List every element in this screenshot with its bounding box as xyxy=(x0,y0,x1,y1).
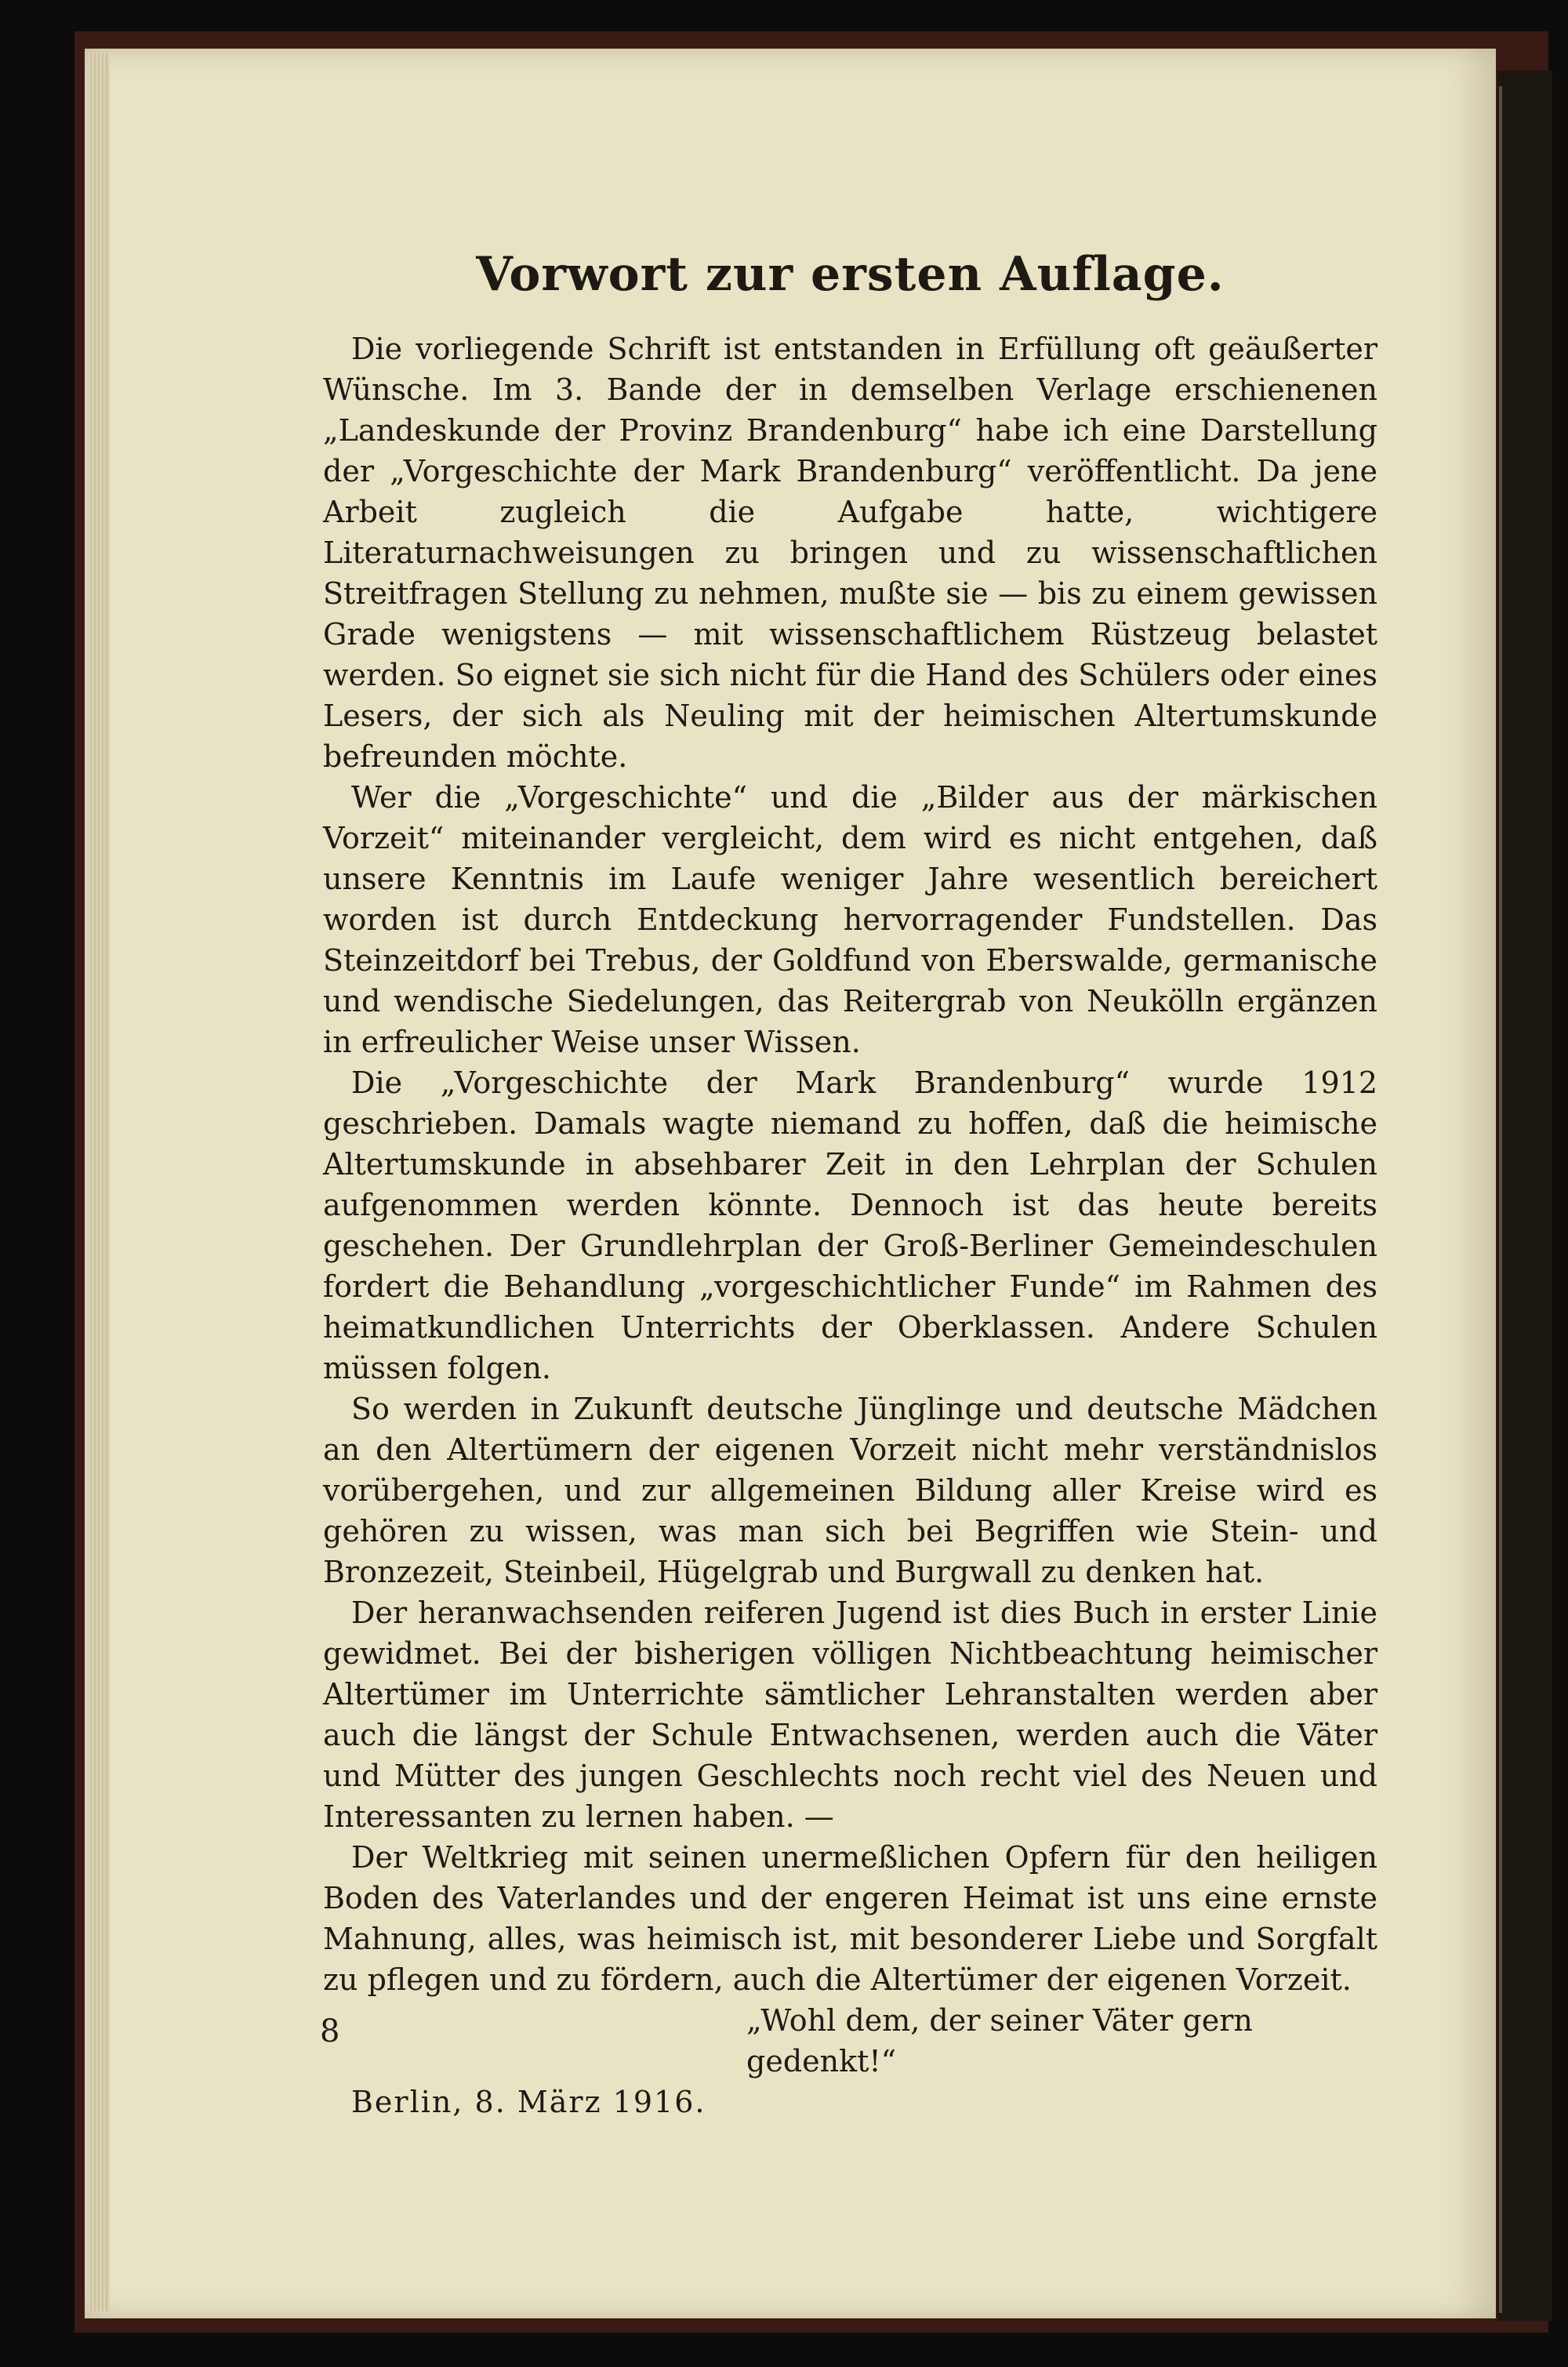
page-content xyxy=(323,247,1377,2122)
page-stack-edge xyxy=(88,53,110,2311)
page-number: 8 xyxy=(320,2013,340,2049)
page-title: Vorwort zur ersten Auflage. xyxy=(476,247,1225,302)
place-date-signature: Berlin, 8. März 1916. xyxy=(351,2085,706,2119)
paragraph-4: So werden in Zukunft deutsche Jünglinge und deutsche Mädchen an den Altertümern der eigenen Vorzeit nicht mehr verständnislos vorübergehen, und zur allgemeinen Bildung aller Kreise wird es gehören zu wissen, was man sich bei Begriffen wie Stein- und Bronzezeit, Steinbeil, Hügelgrab und Burgwall zu denken hat. xyxy=(323,1392,1377,1589)
facing-page-shadow xyxy=(1497,71,1552,2321)
facing-page-edge xyxy=(1499,86,1502,2313)
paragraph-1: Die vorliegende Schrift ist entstanden in Erfüllung oft geäußerter Wünsche. Im 3. Bande der in demselben Verlage erschienenen „Landeskunde der Provinz Brandenburg“ habe ich eine Darstellung der „Vorgeschichte der Mark Brandenburg“ veröffentlicht. Da jene Arbeit zugleich die Aufgabe hatte, wichtigere Literaturnachweisungen zu bringen und zu wissenschaftlichen Streitfragen Stellung zu nehmen, mußte sie — bis zu einem gewissen Grade wenigstens — mit wissenschaftlichem Rüstzeug belastet werden. So eignet sie sich nicht für die Hand des Schülers oder eines Lesers, der sich als Neuling mit der heimischen Altertumskunde befreunden möchte. xyxy=(323,332,1377,774)
closing-quote: „Wohl dem, der seiner Väter gern gedenkt!“ xyxy=(746,2003,1253,2078)
paragraph-6: Der Weltkrieg mit seinen unermeßlichen Opfern für den heiligen Boden des Vaterlandes und der engeren Heimat ist uns eine ernste Mahnung, alles, was heimisch ist, mit besonderer Liebe und Sorgfalt zu pflegen und zu fördern, auch die Altertümer der eigenen Vorzeit. xyxy=(323,1840,1377,1997)
paragraph-3: Die „Vorgeschichte der Mark Brandenburg“ wurde 1912 geschrieben. Damals wagte niemand zu hoffen, daß die heimische Altertumskunde in absehbarer Zeit in den Lehrplan der Schulen aufgenommen werden könnte. Dennoch ist das heute bereits geschehen. Der Grundlehrplan der Groß-Berliner Gemeindeschulen fordert die Behandlung „vorgeschichtlicher Funde“ im Rahmen des heimatkundlichen Unterrichts der Oberklassen. Andere Schulen müssen folgen. xyxy=(323,1066,1377,1385)
paragraph-2: Wer die „Vorgeschichte“ und die „Bilder aus der märkischen Vorzeit“ miteinander vergleicht, dem wird es nicht entgehen, daß unsere Kenntnis im Laufe weniger Jahre wesentlich bereichert worden ist durch Entdeckung hervorragender Fundstellen. Das Steinzeitdorf bei Trebus, der Goldfund von Eberswalde, germanische und wendische Siedelungen, das Reitergrab von Neukölln ergänzen in erfreulicher Weise unser Wissen. xyxy=(323,780,1377,1059)
paragraph-5: Der heranwachsenden reiferen Jugend ist dies Buch in erster Linie gewidmet. Bei der bisherigen völligen Nichtbeachtung heimischer Altertümer im Unterrichte sämtlicher Lehranstalten werden aber auch die längst der Schule Entwachsenen, werden auch die Väter und Mütter des jungen Geschlechts noch recht viel des Neuen und Interessanten zu lernen haben. — xyxy=(323,1596,1377,1834)
